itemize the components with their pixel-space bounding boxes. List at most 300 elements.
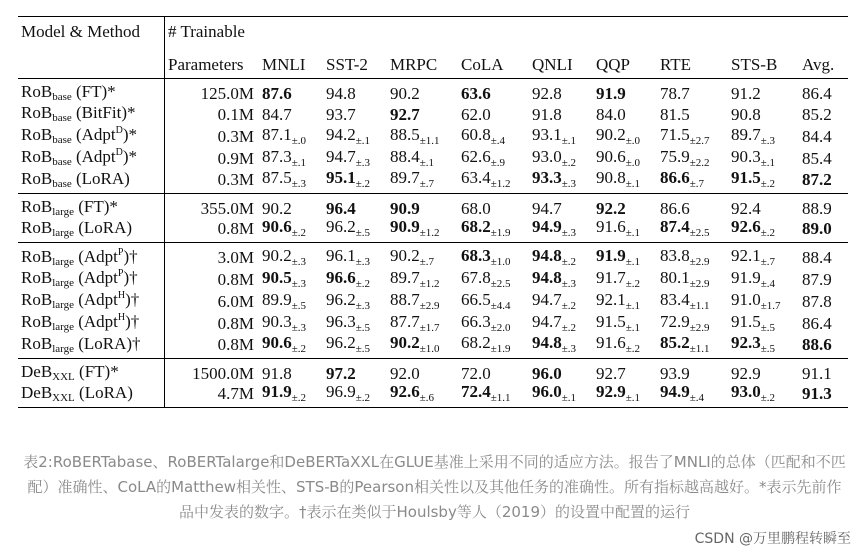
score-std: ±.5 — [355, 321, 371, 334]
score-std: ±.4 — [760, 277, 776, 290]
score-value: 94.7 — [532, 289, 562, 309]
score-value: 90.9 — [389, 217, 420, 236]
score-value: 78.7 — [659, 83, 690, 103]
score-value: 91.9 — [595, 246, 626, 265]
score-cell — [323, 334, 387, 359]
avg-value: 87.8 — [802, 291, 832, 311]
score-cell — [529, 125, 593, 147]
score-cell — [323, 268, 387, 290]
score-value: 96.6 — [325, 267, 356, 287]
method-cell — [18, 334, 165, 359]
score-value: 92.2 — [595, 198, 626, 218]
score-std: ±.2 — [561, 299, 577, 312]
score-std: ±1.2 — [419, 277, 440, 290]
score-value: 96.2 — [325, 217, 356, 236]
method-suffix: )† — [125, 312, 140, 331]
score-value: 72.0 — [460, 363, 491, 383]
score-std: ±1.1 — [689, 299, 710, 312]
score-std: ±.4 — [689, 392, 705, 404]
score-value: 89.7 — [730, 124, 761, 144]
score-cell — [387, 125, 458, 147]
score-cell — [529, 359, 593, 384]
score-cell — [458, 290, 529, 312]
table-row — [18, 243, 848, 269]
avg-cell — [799, 194, 848, 219]
score-std: ±.1 — [625, 178, 641, 190]
score-value: 68.2 — [460, 333, 491, 352]
score-value: 91.8 — [262, 363, 292, 383]
score-value: 92.1 — [730, 246, 761, 265]
method-suffix: )* — [122, 125, 138, 144]
score-cell — [657, 290, 728, 312]
score-std: ±2.9 — [689, 321, 710, 334]
score-cell — [593, 194, 657, 219]
score-cell — [529, 243, 593, 269]
score-std: ±.2 — [291, 392, 307, 404]
score-std: ±2.9 — [689, 256, 710, 268]
score-cell — [529, 79, 593, 104]
avg-value: 86.4 — [802, 313, 832, 333]
model-size-subscript: base — [52, 177, 72, 190]
score-cell — [593, 169, 657, 194]
score-value: 91.5 — [595, 311, 626, 331]
params-cell: 3.0M — [165, 243, 260, 269]
score-cell — [458, 312, 529, 334]
avg-cell — [799, 79, 848, 104]
score-value: 92.1 — [595, 289, 626, 309]
score-cell — [323, 218, 387, 243]
score-std: ±.3 — [561, 178, 577, 190]
method-prefix: (Adpt — [73, 268, 118, 287]
method-suffix: (LoRA)† — [73, 333, 141, 353]
avg-value: 88.6 — [802, 335, 832, 354]
avg-value: 87.2 — [802, 170, 832, 189]
model-size-subscript: large — [52, 255, 74, 268]
method-suffix: (LoRA) — [74, 382, 133, 402]
score-std: ±1.0 — [419, 343, 440, 355]
score-value: 94.2 — [325, 124, 356, 144]
avg-value: 84.4 — [802, 126, 832, 146]
score-std: ±.2 — [625, 343, 641, 355]
score-cell — [387, 290, 458, 312]
score-std: ±1.1 — [689, 343, 710, 355]
model-size-subscript: large — [52, 321, 74, 333]
method-suffix: )† — [125, 290, 140, 309]
avg-cell — [799, 125, 848, 147]
score-std: ±.3 — [355, 156, 371, 169]
score-std: ±4.4 — [490, 299, 511, 312]
score-std: ±.0 — [625, 134, 641, 147]
score-value: 71.5 — [659, 124, 690, 144]
method-prefix: (Adpt — [73, 246, 118, 266]
model-base: DeB — [21, 362, 53, 381]
score-value: 90.3 — [262, 311, 292, 331]
adapter-type-superscript: D — [115, 125, 123, 136]
avg-cell — [799, 218, 848, 243]
params-cell: 0.8M — [165, 312, 260, 334]
score-cell — [387, 218, 458, 243]
score-value: 62.0 — [460, 104, 491, 124]
score-cell — [728, 125, 799, 147]
score-value: 88.4 — [389, 146, 420, 166]
score-std: ±.3 — [355, 299, 371, 312]
score-cell — [323, 243, 387, 269]
score-value: 72.9 — [659, 311, 690, 331]
avg-value: 88.4 — [802, 248, 832, 267]
score-cell — [387, 103, 458, 125]
params-cell: 4.7M — [165, 383, 260, 408]
score-value: 91.2 — [730, 83, 761, 103]
score-cell — [728, 312, 799, 334]
score-std: ±.3 — [561, 227, 577, 239]
score-std: ±1.9 — [490, 227, 511, 239]
model-size-subscript: large — [52, 206, 74, 218]
score-cell — [259, 194, 323, 219]
table-caption: 表2:RoBERTabase、RoBERTalarge和DeBERTaXXL在GLUE基准上采用不同的适应方法。报告了MNLI的总体（匹配和不匹配）准确性、CoLA的Matthew相关性、STS-B的Pearson相关性以及其他任务的准确性。所有指标越高越好。*表示先前作品中发表的数字。†表示在类似于Houlsby等人（2019）的设置中配置的运行 — [23, 453, 846, 521]
header-task-qqp: QQP — [595, 54, 630, 74]
score-cell — [529, 194, 593, 219]
model-size-subscript: XXL — [52, 391, 75, 404]
score-value: 95.1 — [325, 168, 356, 187]
score-value: 72.4 — [460, 382, 491, 401]
table-row — [18, 79, 848, 104]
score-cell — [458, 243, 529, 269]
score-value: 87.3 — [262, 146, 292, 166]
score-std: ±1.7 — [760, 299, 781, 312]
score-std: ±.2 — [355, 178, 371, 190]
score-cell — [259, 147, 323, 169]
score-cell — [657, 359, 728, 384]
model-base: RoB — [21, 125, 53, 144]
score-value: 87.6 — [262, 83, 292, 103]
score-cell — [323, 194, 387, 219]
method-cell — [18, 169, 165, 194]
score-value: 94.7 — [532, 311, 562, 331]
method-prefix: (Adpt — [71, 125, 116, 144]
params-cell: 1500.0M — [165, 359, 260, 384]
score-value: 85.2 — [659, 333, 690, 352]
score-value: 96.4 — [325, 198, 356, 218]
score-cell — [529, 334, 593, 359]
score-cell — [458, 79, 529, 104]
score-std: ±1.0 — [490, 256, 511, 268]
score-value: 81.5 — [659, 104, 690, 124]
score-cell — [529, 290, 593, 312]
score-std: ±1.7 — [419, 321, 440, 334]
score-value: 89.9 — [262, 289, 292, 309]
score-cell — [529, 268, 593, 290]
score-std: ±2.5 — [490, 277, 511, 290]
score-value: 83.4 — [659, 289, 690, 309]
score-value: 80.1 — [659, 267, 690, 287]
score-value: 91.0 — [730, 289, 761, 309]
avg-value: 86.4 — [802, 83, 832, 103]
avg-value: 85.2 — [802, 104, 832, 124]
score-std: ±.3 — [291, 321, 307, 334]
score-cell — [529, 103, 593, 125]
header-task-rte: RTE — [659, 54, 692, 74]
params-cell: 0.8M — [165, 268, 260, 290]
table-row — [18, 194, 848, 219]
score-cell — [728, 79, 799, 104]
score-value: 91.9 — [730, 267, 761, 287]
score-cell — [323, 169, 387, 194]
score-value: 96.0 — [532, 382, 562, 401]
score-cell — [458, 218, 529, 243]
method-suffix: (LoRA) — [73, 217, 133, 237]
score-value: 90.2 — [262, 198, 292, 218]
score-value: 94.7 — [532, 198, 562, 218]
score-std: ±.7 — [689, 178, 705, 190]
score-value: 90.9 — [389, 198, 420, 218]
method-cell — [18, 103, 165, 125]
avg-cell — [799, 334, 848, 359]
score-cell — [529, 218, 593, 243]
score-std: ±.1 — [625, 256, 641, 268]
score-cell — [458, 147, 529, 169]
score-value: 91.5 — [730, 311, 761, 331]
table-row — [18, 218, 848, 243]
score-std: ±.1 — [625, 299, 641, 312]
score-cell — [728, 290, 799, 312]
avg-cell — [799, 169, 848, 194]
score-value: 94.8 — [532, 246, 562, 265]
score-value: 94.9 — [532, 217, 562, 236]
adapter-type-superscript: H — [117, 312, 126, 323]
score-value: 91.6 — [595, 333, 626, 352]
model-size-subscript: base — [52, 134, 72, 146]
score-value: 92.7 — [389, 104, 420, 124]
params-cell: 0.3M — [165, 169, 260, 194]
avg-value: 87.9 — [802, 269, 832, 289]
score-value: 89.7 — [389, 267, 420, 287]
score-cell — [458, 169, 529, 194]
score-value: 63.4 — [460, 168, 491, 187]
method-prefix: (Adpt — [71, 147, 116, 166]
method-prefix: (Adpt — [73, 312, 118, 331]
score-cell — [259, 79, 323, 104]
avg-cell — [799, 383, 848, 408]
method-cell — [18, 243, 165, 269]
method-cell — [18, 194, 165, 219]
table-row — [18, 359, 848, 384]
table-row — [18, 103, 848, 125]
score-std: ±.2 — [561, 321, 577, 334]
adapter-type-superscript: P — [117, 246, 124, 258]
header-params-line2: Parameters — [165, 50, 260, 79]
score-std: ±.0 — [625, 156, 641, 169]
score-std: ±2.2 — [689, 156, 710, 169]
score-value: 97.2 — [325, 363, 356, 383]
avg-cell — [799, 268, 848, 290]
score-value: 93.0 — [730, 382, 761, 401]
adapter-type-superscript: H — [117, 290, 126, 301]
model-base: RoB — [21, 82, 53, 101]
score-cell — [387, 268, 458, 290]
score-std: ±.3 — [291, 256, 307, 268]
method-suffix: (BitFit)* — [71, 103, 136, 122]
model-size-subscript: base — [52, 91, 72, 103]
score-cell — [259, 312, 323, 334]
score-cell — [458, 125, 529, 147]
score-std: ±.0 — [291, 134, 307, 147]
score-cell — [387, 169, 458, 194]
score-std: ±.3 — [760, 134, 776, 147]
score-value: 92.6 — [389, 382, 420, 401]
score-std: ±.1 — [291, 156, 307, 169]
method-suffix: (LoRA) — [71, 168, 130, 188]
score-value: 92.6 — [730, 217, 761, 236]
score-value: 96.1 — [325, 246, 356, 265]
score-cell — [259, 103, 323, 125]
table-row — [18, 290, 848, 312]
adapter-type-superscript: D — [115, 147, 123, 158]
score-value: 91.6 — [595, 217, 626, 236]
score-cell — [323, 359, 387, 384]
score-std: ±.4 — [490, 134, 506, 147]
score-value: 88.5 — [389, 124, 420, 144]
score-value: 96.9 — [325, 382, 356, 401]
score-value: 90.2 — [389, 333, 420, 352]
avg-value: 85.4 — [802, 148, 832, 168]
model-size-subscript: large — [52, 277, 74, 289]
score-cell — [593, 383, 657, 408]
table-group — [18, 79, 848, 194]
score-value: 87.4 — [659, 217, 690, 236]
score-cell — [323, 103, 387, 125]
score-std: ±.6 — [419, 392, 435, 404]
params-cell: 0.8M — [165, 218, 260, 243]
params-cell: 6.0M — [165, 290, 260, 312]
score-value: 91.8 — [532, 104, 562, 124]
table-group — [18, 359, 848, 408]
model-base: DeB — [21, 382, 53, 402]
params-cell: 0.9M — [165, 147, 260, 169]
score-cell — [728, 147, 799, 169]
score-cell — [458, 268, 529, 290]
score-value: 83.8 — [659, 246, 690, 265]
score-cell — [387, 383, 458, 408]
score-std: ±.7 — [760, 256, 776, 268]
header-params-line1: # Trainable — [165, 17, 260, 51]
score-std: ±.2 — [760, 392, 776, 404]
score-cell — [728, 243, 799, 269]
score-cell — [387, 334, 458, 359]
score-cell — [728, 194, 799, 219]
score-value: 60.8 — [460, 124, 491, 144]
score-value: 68.3 — [460, 246, 491, 265]
score-value: 90.2 — [262, 246, 292, 265]
score-cell — [728, 268, 799, 290]
model-base: RoB — [21, 103, 53, 122]
score-value: 90.6 — [595, 146, 626, 166]
score-cell — [593, 334, 657, 359]
avg-value: 91.3 — [802, 384, 832, 403]
score-value: 90.6 — [262, 333, 292, 352]
score-cell — [728, 359, 799, 384]
table-row — [18, 147, 848, 169]
score-value: 87.7 — [389, 311, 420, 331]
method-suffix: )* — [122, 147, 138, 166]
params-cell: 355.0M — [165, 194, 260, 219]
table-group — [18, 194, 848, 243]
model-base: RoB — [21, 312, 53, 331]
score-cell — [387, 147, 458, 169]
method-suffix: (FT)* — [74, 362, 119, 381]
model-size-subscript: base — [52, 156, 72, 168]
method-cell — [18, 125, 165, 147]
score-value: 89.7 — [389, 168, 420, 187]
score-cell — [387, 194, 458, 219]
avg-cell — [799, 103, 848, 125]
score-value: 94.7 — [325, 146, 356, 166]
score-std: ±1.9 — [490, 343, 511, 355]
score-value: 90.2 — [389, 246, 420, 265]
score-cell — [728, 103, 799, 125]
score-cell — [593, 359, 657, 384]
score-std: ±1.2 — [490, 178, 511, 190]
params-cell: 0.8M — [165, 334, 260, 359]
score-cell — [657, 194, 728, 219]
model-base: RoB — [21, 246, 53, 266]
score-cell — [259, 169, 323, 194]
score-value: 84.0 — [595, 104, 626, 124]
score-value: 90.5 — [262, 267, 292, 287]
avg-cell — [799, 359, 848, 384]
score-value: 93.3 — [532, 168, 562, 187]
params-cell: 0.1M — [165, 103, 260, 125]
header-task-mrpc: MRPC — [389, 54, 438, 74]
header-task-mnli: MNLI — [262, 54, 306, 74]
avg-cell — [799, 243, 848, 269]
score-cell — [387, 359, 458, 384]
model-base: RoB — [21, 168, 53, 188]
score-std: ±.2 — [760, 178, 776, 190]
score-value: 91.9 — [595, 83, 626, 103]
score-cell — [529, 383, 593, 408]
score-std: ±.2 — [355, 392, 371, 404]
score-value: 92.8 — [532, 83, 562, 103]
score-std: ±.2 — [355, 277, 371, 290]
method-cell — [18, 312, 165, 334]
score-value: 90.6 — [262, 217, 292, 236]
score-value: 87.5 — [262, 168, 292, 187]
score-value: 96.3 — [325, 311, 356, 331]
method-suffix: )† — [123, 246, 138, 266]
header-task-qnli: QNLI — [532, 54, 573, 74]
score-std: ±.9 — [490, 156, 506, 169]
score-cell — [323, 147, 387, 169]
score-cell — [728, 334, 799, 359]
table-row — [18, 268, 848, 290]
score-cell — [593, 243, 657, 269]
model-base: RoB — [21, 147, 53, 166]
method-prefix: (Adpt — [73, 290, 118, 309]
method-cell — [18, 218, 165, 243]
score-std: ±.3 — [291, 178, 307, 190]
table-row — [18, 334, 848, 359]
score-value: 91.7 — [595, 267, 626, 287]
score-std: ±1.2 — [419, 227, 440, 239]
score-value: 84.7 — [262, 104, 292, 124]
score-cell — [728, 169, 799, 194]
score-cell — [728, 218, 799, 243]
score-cell — [657, 147, 728, 169]
score-cell — [259, 125, 323, 147]
score-value: 86.6 — [659, 168, 690, 187]
params-cell: 0.3M — [165, 125, 260, 147]
score-cell — [387, 312, 458, 334]
